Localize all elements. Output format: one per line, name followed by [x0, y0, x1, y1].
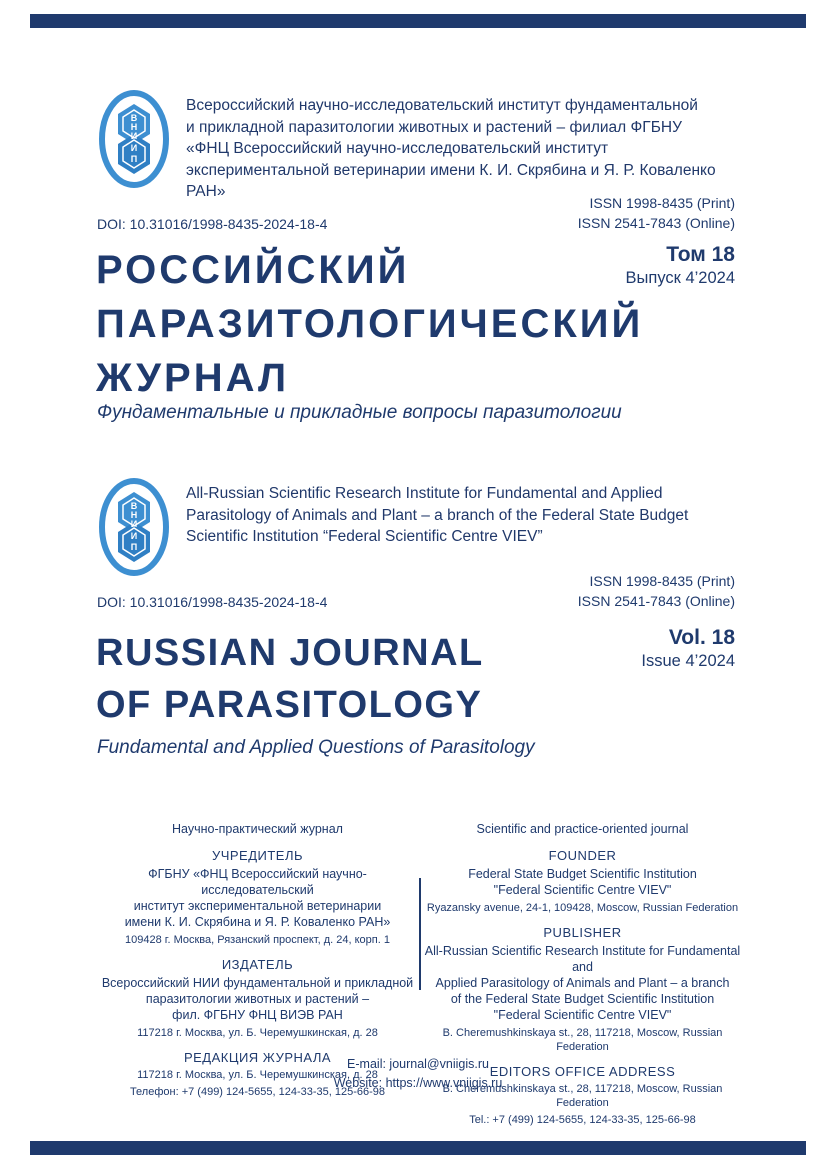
founder-heading-en: FOUNDER: [548, 848, 617, 863]
doi-ru: DOI: 10.31016/1998-8435-2024-18-4: [97, 216, 328, 232]
meta-row-ru: [97, 193, 735, 233]
text-line: RUSSIAN JOURNAL: [96, 632, 484, 674]
text-line: Всероссийский НИИ фундаментальной и прикладной: [101, 976, 414, 990]
institute-name-ru: [186, 88, 745, 203]
publisher-address-en: B. Cheremushkinskaya st., 28, 117218, Moscow, Russian Federation: [442, 1027, 723, 1053]
text-line: экспериментальной ветеринарии имени К. И. Скрябина и Я. Р. Коваленко РАН»: [186, 161, 716, 200]
volume-ru: Том 18: [666, 243, 735, 266]
founder-name-en: [420, 866, 745, 898]
vniip-logo: [97, 88, 171, 190]
issue-ru: Выпуск 4’2024: [625, 269, 735, 287]
svg-text:Н: Н: [130, 510, 138, 520]
text-line: Applied Parasitology of Animals and Plant – a branch: [435, 976, 730, 990]
issue-en: Issue 4’2024: [641, 652, 735, 670]
top-navy-bar: [30, 14, 806, 28]
founder-address-en: Ryazansky avenue, 24-1, 109428, Moscow, Russian Federation: [426, 902, 739, 914]
text-line: Scientific Institution “Federal Scientific Centre VIEV”: [186, 528, 543, 545]
svg-text:И: И: [130, 143, 138, 153]
issn-block-en: [578, 571, 735, 611]
text-line: ПАРАЗИТОЛОГИЧЕСКИЙ: [96, 302, 644, 346]
text-line: "Federal Scientific Centre VIEV": [493, 1008, 672, 1022]
editorial-address-en: B. Cheremushkinskaya st., 28, 117218, Moscow, Russian Federation: [442, 1083, 723, 1109]
text-line: и прикладной паразитологии животных и растений – филиал ФГБНУ: [186, 118, 682, 136]
text-line: паразитологии животных и растений –: [145, 992, 370, 1006]
issn-block-ru: [578, 193, 735, 233]
institute-header-ru: [97, 88, 745, 203]
editorial-phone-ru: Телефон: +7 (499) 124-5655, 124-33-35, 125-66-98: [129, 1086, 386, 1098]
text-line: ФГБНУ «ФНЦ Всероссийский научно-исследовательский: [148, 867, 367, 897]
doi-en: DOI: 10.31016/1998-8435-2024-18-4: [97, 594, 328, 610]
publisher-name-ru: [95, 975, 420, 1023]
text-line: институт экспериментальной ветеринарии: [133, 899, 382, 913]
text-line: of the Federal State Budget Scientific Institution: [450, 992, 715, 1006]
vniip-logo: [97, 476, 171, 578]
contact-website: Website: https://www.vniigis.ru: [333, 1076, 503, 1090]
founder-name-ru: [95, 866, 420, 930]
editorial-address-ru: 117218 г. Москва, ул. Б. Черемушкинская, д. 28: [137, 1069, 378, 1081]
issn-online-en: ISSN 2541-7843 (Online): [577, 593, 735, 609]
text-line: All-Russian Scientific Research Institute for Fundamental and Applied: [186, 485, 663, 502]
editorial-phone-en: Tel.: +7 (499) 124-5655, 124-33-35, 125-66-98: [469, 1114, 696, 1126]
journal-type-en: Scientific and practice-oriented journal: [476, 822, 689, 836]
text-line: OF PARASITOLOGY: [96, 684, 483, 726]
text-line: "Federal Scientific Centre VIEV": [493, 883, 672, 897]
meta-row-en: [97, 571, 735, 611]
text-line: «ФНЦ Всероссийский научно-исследовательский институт: [186, 140, 609, 157]
bottom-navy-bar: [30, 1141, 806, 1155]
column-divider: [419, 878, 421, 990]
issn-print-ru: ISSN 1998-8435 (Print): [589, 195, 735, 211]
svg-text:В: В: [130, 113, 138, 123]
text-line: Federal State Budget Scientific Institution: [468, 867, 697, 881]
founder-heading-ru: УЧРЕДИТЕЛЬ: [211, 848, 304, 863]
text-line: ЖУРНАЛ: [96, 356, 290, 400]
volume-en: Vol. 18: [668, 626, 735, 649]
text-line: Parasitology of Animals and Plant – a branch of the Federal State Budget: [186, 506, 689, 524]
publisher-address-ru: 117218 г. Москва, ул. Б. Черемушкинская, д. 28: [137, 1027, 378, 1039]
founder-address-ru: 109428 г. Москва, Рязанский проспект, д. 24, корп. 1: [125, 934, 390, 946]
svg-text:В: В: [130, 501, 138, 511]
svg-text:И: И: [130, 519, 138, 529]
svg-text:П: П: [130, 542, 138, 552]
text-line: All-Russian Scientific Research Institute for Fundamental and: [424, 944, 741, 974]
contact-email: E-mail: journal@vniigis.ru: [347, 1057, 489, 1071]
journal-type-ru: Научно-практический журнал: [172, 822, 343, 836]
publisher-name-en: [420, 943, 745, 1023]
editorial-heading-en: EDITORS OFFICE ADDRESS: [489, 1064, 676, 1079]
issn-print-en: ISSN 1998-8435 (Print): [589, 573, 735, 589]
svg-text:И: И: [130, 131, 138, 141]
svg-text:П: П: [130, 154, 138, 164]
journal-title-ru: [96, 243, 643, 405]
svg-text:Н: Н: [130, 122, 138, 132]
editorial-heading-ru: РЕДАКЦИЯ ЖУРНАЛА: [183, 1050, 332, 1065]
journal-subtitle-ru: Фундаментальные и прикладные вопросы паразитологии: [97, 402, 622, 423]
institute-name-en: [186, 476, 688, 578]
text-line: Всероссийский научно-исследовательский институт фундаментальной: [186, 97, 698, 114]
institute-header-en: [97, 476, 745, 578]
publisher-heading-ru: ИЗДАТЕЛЬ: [221, 957, 294, 972]
contact-block: [0, 1055, 836, 1093]
issn-online-ru: ISSN 2541-7843 (Online): [577, 215, 735, 231]
svg-text:И: И: [130, 531, 138, 541]
journal-subtitle-en: Fundamental and Applied Questions of Parasitology: [97, 737, 535, 758]
text-line: РОССИЙСКИЙ: [96, 248, 410, 292]
journal-title-en: [96, 627, 484, 731]
text-line: имени К. И. Скрябина и Я. Р. Коваленко РАН»: [124, 915, 391, 929]
publisher-heading-en: PUBLISHER: [543, 925, 622, 940]
volume-block-en: [641, 626, 735, 672]
text-line: фил. ФГБНУ ФНЦ ВИЭВ РАН: [172, 1008, 343, 1022]
